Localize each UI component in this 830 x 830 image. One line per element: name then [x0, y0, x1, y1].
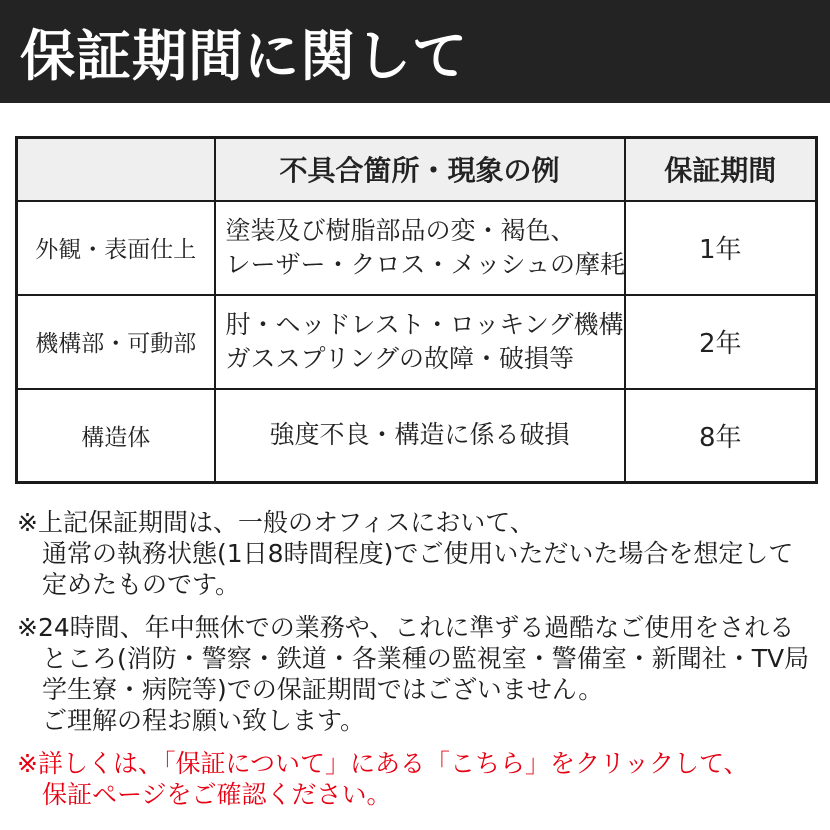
header-cell-period: 保証期間	[625, 138, 817, 201]
note-line: ところ(消防・警察・鉄道・各業種の監視室・警備室・新聞社・TV局	[42, 644, 810, 673]
part-cell: 機構部・可動部	[17, 295, 215, 389]
part-cell: 構造体	[17, 389, 215, 483]
examples-cell	[215, 201, 625, 295]
examples-line: 肘・ヘッドレスト・ロッキング機構	[225, 309, 624, 339]
table-row	[17, 201, 817, 295]
note-line: ※上記保証期間は、一般のオフィスにおいて、	[17, 508, 535, 537]
examples-line: 強度不良・構造に係る破損	[269, 420, 570, 450]
examples-line: 塗装及び樹脂部品の変・褐色、	[225, 215, 576, 245]
table-row	[17, 389, 817, 483]
note-line: ご理解の程お願い致します。	[42, 706, 366, 735]
note-line: 学生寮・病院等)での保証期間ではございません。	[42, 675, 604, 704]
header-bar	[0, 0, 830, 103]
red-note-line: ※詳しくは、「保証について」にある「こちら」をクリックして、	[17, 749, 749, 778]
examples-cell	[215, 389, 625, 483]
red-note-line: 保証ページをご確認ください。	[42, 780, 392, 809]
header-cell-blank	[17, 138, 215, 201]
table-row	[17, 295, 817, 389]
period-cell: 1年	[625, 201, 817, 295]
note-see-warranty-page	[17, 748, 809, 810]
table-header-row	[17, 138, 817, 201]
header-cell-examples: 不具合箇所・現象の例	[215, 138, 625, 201]
note-line: 通常の執務状態(1日8時間程度)でご使用いただいた場合を想定して	[42, 539, 794, 568]
note-heavy-use-exclusion	[17, 612, 809, 736]
examples-line: レーザー・クロス・メッシュの摩耗	[225, 249, 626, 279]
period-cell: 2年	[625, 295, 817, 389]
page-title: 保証期間に関して	[20, 24, 469, 88]
period-cell: 8年	[625, 389, 817, 483]
part-cell: 外観・表面仕上	[17, 201, 215, 295]
note-line: 定めたものです。	[42, 570, 241, 599]
note-line: ※24時間、年中無休での業務や、これに準ずる過酷なご使用をされる	[17, 613, 795, 642]
note-usage-assumption	[17, 507, 809, 600]
examples-line: ガススプリングの故障・破損等	[225, 343, 575, 373]
warranty-table	[15, 136, 818, 484]
examples-cell	[215, 295, 625, 389]
footnotes	[17, 507, 809, 822]
